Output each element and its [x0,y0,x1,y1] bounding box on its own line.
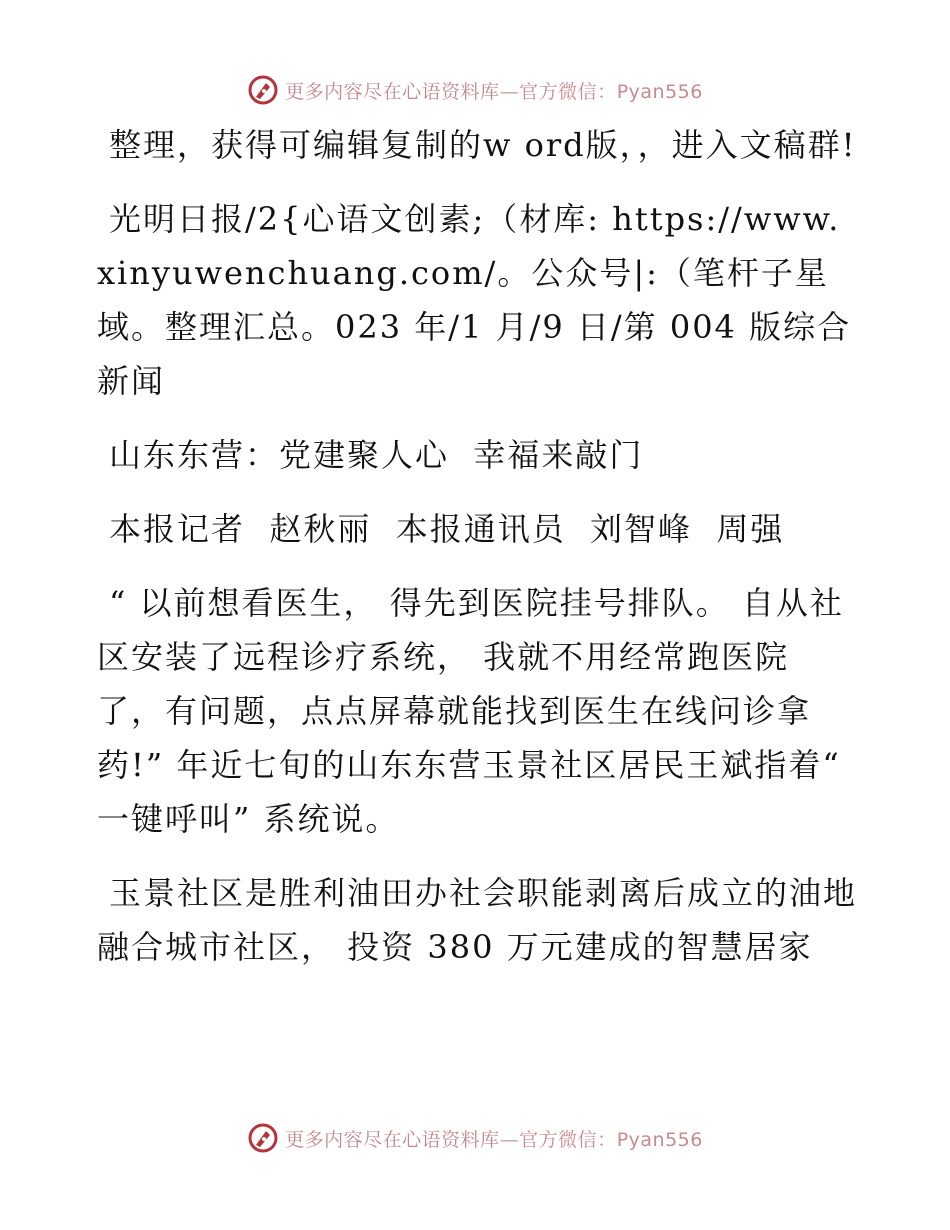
paragraph-quote: “ 以前想看医生， 得先到医院挂号排队。 自从社区安装了远程诊疗系统， 我就不用经常跑医院了，有问题，点点屏幕就能找到医生在线问诊拿药!” 年近七旬的山东东营玉景社区居民王斌指着“ 一键呼叫” 系统说。 [97,584,853,838]
banner-separator: — [499,80,520,103]
pen-nib-logo-icon [247,74,279,106]
footer-watermark-banner [0,1118,950,1158]
banner-wechat-label: 官方微信： [519,80,617,103]
banner-wechat-id: Pyan556 [616,1128,703,1151]
header-watermark-banner [0,70,950,110]
banner-wechat-id: Pyan556 [616,80,703,103]
banner-wechat-label: 官方微信： [519,1128,617,1151]
article-title: 山东东营：党建聚人心 幸福来敲门 [109,436,644,474]
banner-main-text: 更多内容尽在心语资料库 [285,1128,500,1151]
paragraph-source: 光明日报/2{心语文创素;（材库: https://www.xinyuwenchuang.com/。公众号|:（笔杆子星域。整理汇总。023 年/1 月/9 日/第 004 版综合新闻 [97,200,852,400]
banner-main-text: 更多内容尽在心语资料库 [285,80,500,103]
article-byline: 本报记者 赵秋丽 本报通讯员 刘智峰 周强 [109,510,785,548]
document-body [97,118,857,994]
pen-nib-logo-icon [247,1122,279,1154]
banner-separator: — [499,1128,520,1151]
banner-text [285,77,703,104]
paragraph-intro: 整理，获得可编辑复制的w ord版，，进入文稿群! [109,126,857,164]
banner-text [285,1125,703,1152]
paragraph-community: 玉景社区是胜利油田办社会职能剥离后成立的油地融合城市社区， 投资 380 万元建成的智慧居家 [97,874,858,966]
